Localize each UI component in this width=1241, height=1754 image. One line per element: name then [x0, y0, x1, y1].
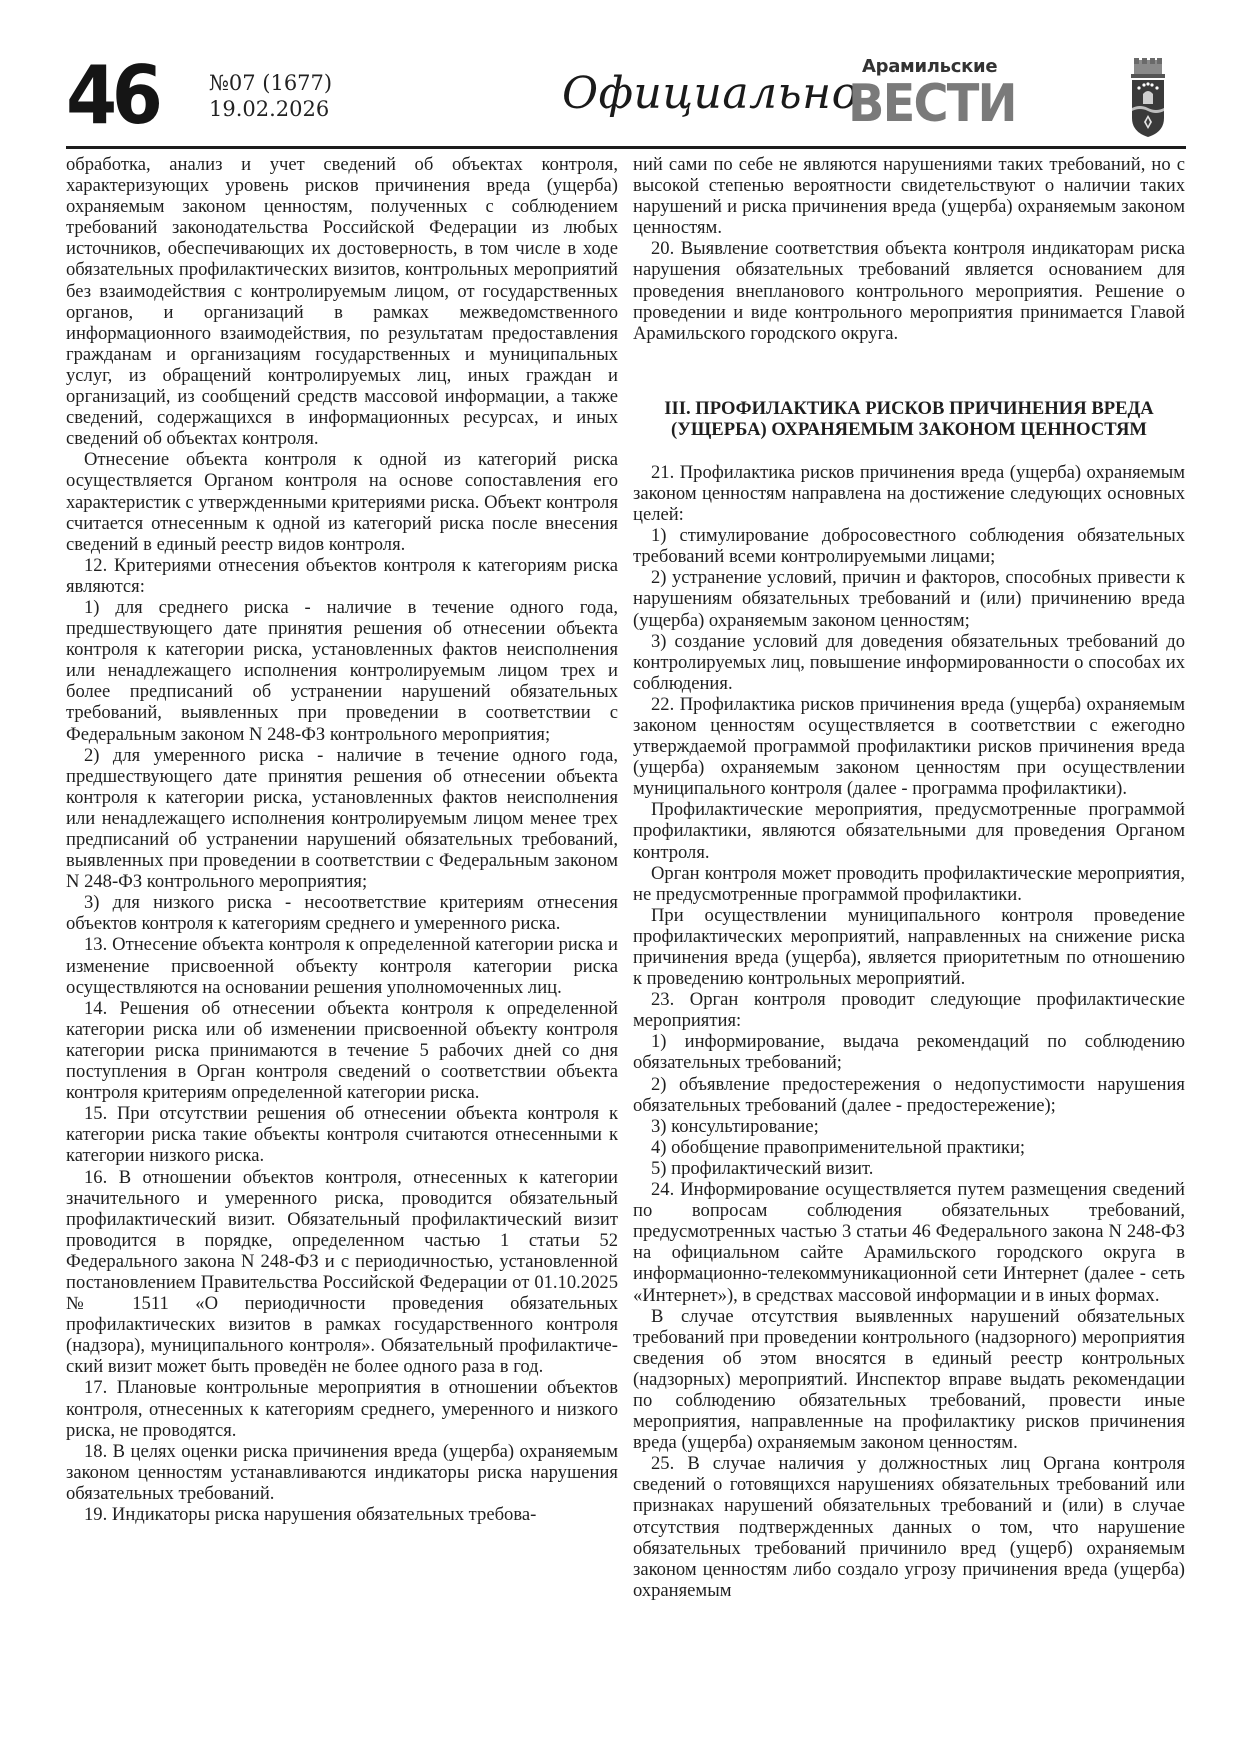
paragraph: Отнесение объекта контроля к одной из категорий риска осуществляется Органом контроля на основе сопоставления его характеристик с утвержденными критериями риска. Объект контроля считается отнесенным к одной из категорий риска после внесения сведений в единый реестр видов контроля.	[66, 449, 618, 555]
logo-small-text: Арамильские	[862, 56, 998, 77]
paragraph: Профилактические мероприятия, предусмотренные программой профилактики, являются обязательными для проведения Органом контроля.	[633, 799, 1185, 863]
paragraph: обработка, анализ и учет сведений об объектах контроля, характеризующих уровень рисков причинения вреда (ущерба) охраняемым законом ценностям, полученных с соблюдением требований законодательства Российской Федерации из любых источников, обеспечивающих их достоверность, в том числе в ходе обязательных профилактических визитов, контрольных мероприятий без взаимодействия с контролируемым лицом, от государственных органов, и организаций в рамках межведомственного информационного взаимодействия, по результатам предоставления гражданам и организациям государственных и муниципальных услуг, из обращений контролируемых лиц, иных граждан и организаций, из сообщений средств массовой информации, а также сведений, содержащихся в информационных ресурсах, и иных сведений об объектах контроля.	[66, 154, 618, 450]
paragraph: 3) создание условий для доведения обязательных требований до контролируемых лиц, повышение информированности о способах их соблюдения.	[633, 630, 1185, 694]
right-column	[633, 154, 1185, 1601]
paragraph: 1) для среднего риска - наличие в течение одного года, предшествующего дате принятия решения об отнесении объекта контроля к категории риска, установленных фактов неисполнения или ненадлежащего исполнения контролируемым лицом трех и более предписаний об устранении нарушений обязательных требований, выявленных при проведении в соответствии с Федеральным законом N 248-ФЗ контрольного мероприятия;	[66, 596, 618, 745]
masthead	[66, 50, 1186, 145]
paragraph: При осуществлении муниципального контроля проведение профилактических мероприятий, направленных на снижение риска причинения вреда (ущерба), является приоритетным по отношению к проведению контрольных мероприятий.	[633, 904, 1185, 990]
paragraph: Орган контроля может проводить профилактические мероприятия, не предусмотренные программой профилактики.	[633, 862, 1185, 905]
city-coat-of-arms-icon	[1128, 58, 1168, 138]
paragraph: 17. Плановые контрольные мероприятия в отношении объектов контроля, отнесенных к категориям среднего, умеренного и низкого риска, не проводятся.	[66, 1377, 618, 1441]
paragraph: 16. В отношении объектов контроля, отнесенных к категории значительного и умеренного риска, проводится обязательный профилактический визит. Обязательный профилактический визит проводится в порядке, определенном частью 1 статьи 52 Федерального закона N 248-ФЗ и с периодичностью, установленной постановлением Правительства Российской Федерации от 01.10.2025 № 1511 «О периодичности проведения обязательных профилактических визитов в рамках государственного контроля (надзора), муниципального контроля». Обязательный профилактический визит может быть проведён не более одного раза в год.	[66, 1166, 618, 1378]
paragraph: 1) стимулирование добросовестного соблюдения обязательных требований всеми контролируемыми лицами;	[633, 525, 1185, 568]
section-title: Официально	[562, 68, 859, 119]
paragraph: 18. В целях оценки риска причинения вреда (ущерба) охраняемым законом ценностям устанавливаются индикаторы риска нарушения обязательных требований.	[66, 1440, 618, 1504]
paragraph: 13. Отнесение объекта контроля к определенной категории риска и изменение присвоенной объекту контроля категории риска осуществляются на основании решения уполномоченных лиц.	[66, 934, 618, 998]
paragraph: 23. Орган контроля проводит следующие профилактические мероприятия:	[633, 989, 1185, 1032]
paragraph: 14. Решения об отнесении объекта контроля к определенной категории риска или об изменении присвоенной объекту контроля категории риска принимаются в течение 5 рабочих дней со дня поступления в Орган контроля сведений о соответствии объекта контроля критериям определенной категории риска.	[66, 997, 618, 1104]
issue-info	[209, 70, 332, 122]
paragraph: 4) обобщение правоприменительной практики;	[651, 1136, 1026, 1158]
paragraph: 1) информирование, выдача рекомендаций по соблюдению обязательных требований;	[633, 1031, 1185, 1074]
logo-large-text: ВЕСТИ	[848, 74, 1016, 134]
paragraph: 22. Профилактика рисков причинения вреда (ущерба) охраняемым законом ценностям осуществляется в соответствии с ежегодно утверждаемой программой профилактики рисков причинения вреда (ущерба) охраняемым законом ценностям при осуществлении муниципального контроля (далее - программа профилактики).	[633, 693, 1185, 800]
paragraph: 12. Критериями отнесения объектов контроля к категориям риска являются:	[66, 554, 618, 597]
issue-number: №07 (1677)	[209, 71, 333, 95]
paragraph: 3) для низкого риска - несоответствие критериям отнесения объектов контроля к категориям среднего и умеренного риска.	[66, 892, 618, 935]
paragraph: 5) профилактический визит.	[651, 1157, 874, 1179]
section-heading: III. ПРОФИЛАКТИКА РИСКОВ ПРИЧИНЕНИЯ ВРЕДА (УЩЕРБА) ОХРАНЯЕМЫМ ЗАКОНОМ ЦЕННОСТЯМ	[664, 397, 1154, 440]
header-rule	[66, 146, 1186, 149]
paragraph: 2) для умеренного риска - наличие в течение одного года, предшествующего дате принятия решения об отнесении объекта контроля к категории риска, установленных фактов неисполнения или ненадлежащего исполнения контролируемым лицом менее трех предписаний об устранении нарушений обязательных требований, выявленных при проведении в соответствии с Федеральным законом N 248-ФЗ контрольного мероприятия;	[66, 744, 618, 893]
paragraph: 19. Индикаторы риска нарушения обязательных требова-	[84, 1504, 537, 1525]
paragraph: 25. В случае наличия у должностных лиц Органа контроля сведений о готовящихся нарушениях обязательных требований или признаках нарушений обязательных требований и (или) в случае отсутствия подтвержденных данных о том, что нарушение обязательных требований причинило вред (ущерб) охраняемым законом ценностям либо создало угрозу причинения вреда (ущерба) охраняемым	[633, 1453, 1185, 1601]
issue-date: 19.02.2026	[209, 97, 330, 121]
paragraph: 2) объявление предостережения о недопустимости нарушения обязательных требований (далее - предостережение);	[633, 1073, 1185, 1116]
paragraph: ний сами по себе не являются нарушениями таких требований, но с высокой степенью вероятности свидетельствуют о наличии таких нарушений и риска причинения вреда (ущерба) охраняемым законом ценностям.	[633, 154, 1185, 239]
paragraph: 20. Выявление соответствия объекта контроля индикаторам риска нарушения обязательных требований является основанием для проведения внепланового контрольного мероприятия. Решение о проведении и виде контрольного мероприятия принимается Главой Арамильского городского округа.	[633, 238, 1185, 344]
left-column	[66, 154, 618, 1525]
page-number: 46	[66, 49, 158, 142]
paragraph: 2) устранение условий, причин и факторов, способных привести к нарушениям обязательных требований и (или) причинению вреда (ущерба) охраняемым законом ценностям;	[633, 567, 1185, 631]
paragraph: 15. При отсутствии решения об отнесении объекта контроля к категории риска такие объекты контроля считаются отнесенными к категории низкого риска.	[66, 1103, 618, 1167]
paragraph: В случае отсутствия выявленных нарушений обязательных требований при проведении контрольного (надзорного) мероприятия сведения об этом вносятся в единый реестр контрольных (надзорных) мероприятий. Инспектор вправе выдать рекомендации по соблюдению обязательных требований, провести иные мероприятия, направленные на профилактику рисков причинения вреда (ущерба) охраняемым законом ценностям.	[633, 1305, 1185, 1454]
newspaper-logo	[848, 56, 1028, 136]
paragraph: 21. Профилактика рисков причинения вреда (ущерба) охраняемым законом ценностям направлена на достижение следующих основных целей:	[633, 461, 1185, 526]
paragraph: 3) консультирование;	[651, 1115, 819, 1137]
paragraph: 24. Информирование осуществляется путем размещения сведений по вопросам соблюдения обязательных требований, предусмотренных частью 3 статьи 46 Федерального закона N 248-ФЗ на официальном сайте Арамильского городского округа в информационно-телекоммуникационной сети Интернет (далее - сеть «Интернет»), в средствах массовой информации и в иных формах.	[633, 1179, 1185, 1306]
